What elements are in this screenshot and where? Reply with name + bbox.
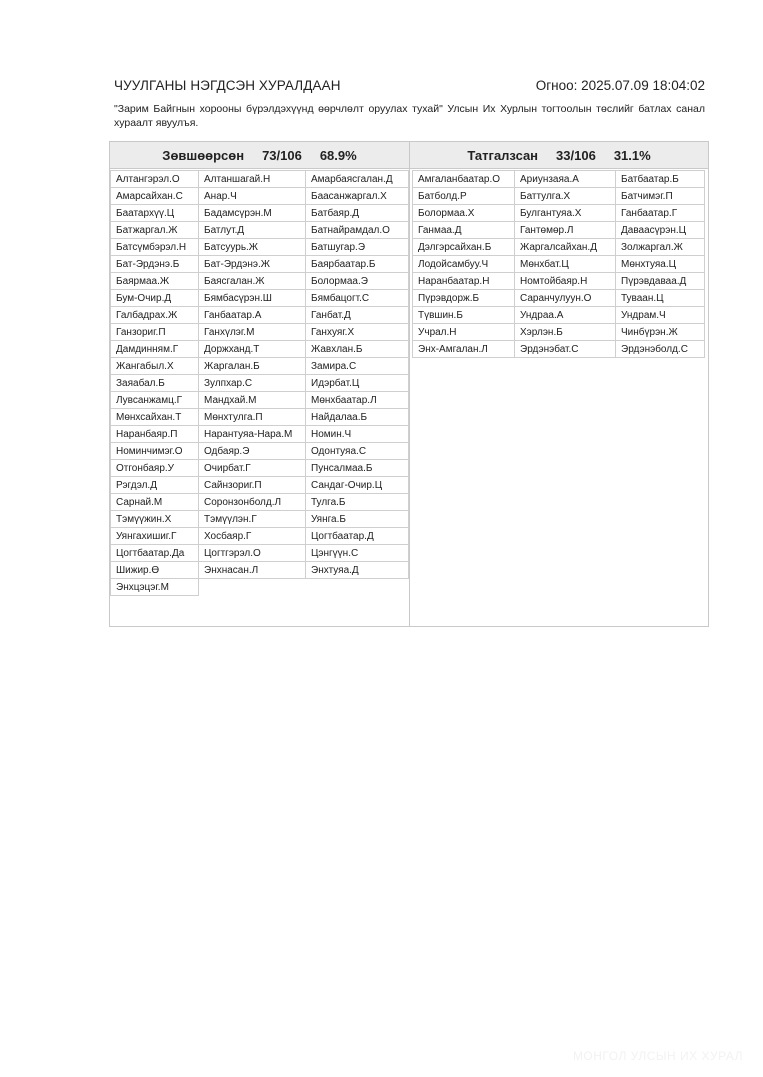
approved-panel bbox=[109, 141, 410, 627]
approved-member-cell: Ганхуяг.Х bbox=[305, 323, 409, 341]
page-header bbox=[114, 78, 705, 98]
approved-member-cell: Тулга.Б bbox=[305, 493, 409, 511]
approved-member-cell: Цогтбаатар.Да bbox=[110, 544, 199, 562]
rejected-member-cell: Болормаа.Х bbox=[412, 204, 515, 222]
rejected-member-cell: Даваасүрэн.Ц bbox=[615, 221, 705, 239]
rejected-header bbox=[410, 142, 708, 169]
approved-member-cell: Энхтуяа.Д bbox=[305, 561, 409, 579]
rejected-member-cell: Ундраа.А bbox=[514, 306, 616, 324]
approved-member-cell: Замира.С bbox=[305, 357, 409, 375]
approved-member-cell: Баасанжаргал.Х bbox=[305, 187, 409, 205]
approved-member-cell: Болормаа.Э bbox=[305, 272, 409, 290]
approved-member-cell: Хосбаяр.Г bbox=[198, 527, 306, 545]
rejected-label: Татгалзсан bbox=[467, 147, 539, 163]
approved-member-cell: Номинчимэг.О bbox=[110, 442, 199, 460]
approved-member-cell: Цогтбаатар.Д bbox=[305, 527, 409, 545]
rejected-member-cell: Мөнхбат.Ц bbox=[514, 255, 616, 273]
approved-count: 73/106 bbox=[262, 147, 302, 163]
rejected-member-cell: Учрал.Н bbox=[412, 323, 515, 341]
approved-member-cell: Дамдинням.Г bbox=[110, 340, 199, 358]
approved-member-cell: Ганхүлэг.М bbox=[198, 323, 306, 341]
approved-member-cell: Мөнхтулга.П bbox=[198, 408, 306, 426]
approved-member-cell: Нарантуяа-Нара.М bbox=[198, 425, 306, 443]
approved-label: Зөвшөөрсөн bbox=[162, 147, 245, 163]
approved-member-cell: Очирбат.Г bbox=[198, 459, 306, 477]
rejected-member-cell: Золжаргал.Ж bbox=[615, 238, 705, 256]
approved-member-cell: Алтаншагай.Н bbox=[198, 170, 306, 188]
approved-member-cell: Баярбаатар.Б bbox=[305, 255, 409, 273]
approved-member-cell: Баярмаа.Ж bbox=[110, 272, 199, 290]
approved-member-cell: Одбаяр.Э bbox=[198, 442, 306, 460]
vote-description: "Зарим Байгнын хорооны бүрэлдэхүүнд өөрчлөлт оруулах тухай" Улсын Их Хурлын тогтоолын төслийг батлах санал хураалт явуулъя. bbox=[114, 103, 705, 129]
approved-member-cell: Цэнгүүн.С bbox=[305, 544, 409, 562]
approved-member-cell: Ганбат.Д bbox=[305, 306, 409, 324]
approved-member-cell: Мөнхбаатар.Л bbox=[305, 391, 409, 409]
approved-member-cell: Цогтгэрэл.О bbox=[198, 544, 306, 562]
approved-member-cell: Соронзонболд.Л bbox=[198, 493, 306, 511]
approved-member-cell: Доржханд.Т bbox=[198, 340, 306, 358]
approved-member-cell: Бадамсүрэн.М bbox=[198, 204, 306, 222]
approved-member-cell: Идэрбат.Ц bbox=[305, 374, 409, 392]
vote-date: Огноо: 2025.07.09 18:04:02 bbox=[535, 78, 705, 93]
rejected-member-cell: Пүрэвдорж.Б bbox=[412, 289, 515, 307]
approved-member-cell: Баатархүү.Ц bbox=[110, 204, 199, 222]
approved-member-cell: Батнайрамдал.О bbox=[305, 221, 409, 239]
approved-member-cell: Одонтуяа.С bbox=[305, 442, 409, 460]
approved-member-cell: Батсуурь.Ж bbox=[198, 238, 306, 256]
rejected-member-cell: Саранчулуун.О bbox=[514, 289, 616, 307]
rejected-member-cell: Ганбаатар.Г bbox=[615, 204, 705, 222]
approved-member-cell: Пунсалмаа.Б bbox=[305, 459, 409, 477]
approved-member-cell: Жаргалан.Б bbox=[198, 357, 306, 375]
approved-header bbox=[110, 142, 409, 169]
rejected-member-cell: Чинбүрэн.Ж bbox=[615, 323, 705, 341]
rejected-member-cell: Амгаланбаатар.О bbox=[412, 170, 515, 188]
approved-member-cell: Анар.Ч bbox=[198, 187, 306, 205]
approved-member-cell: Батбаяр.Д bbox=[305, 204, 409, 222]
approved-member-cell: Амарсайхан.С bbox=[110, 187, 199, 205]
rejected-member-cell: Дэлгэрсайхан.Б bbox=[412, 238, 515, 256]
rejected-member-cell: Номтойбаяр.Н bbox=[514, 272, 616, 290]
approved-member-cell: Лувсанжамц.Г bbox=[110, 391, 199, 409]
rejected-member-cell: Эрдэнэбат.С bbox=[514, 340, 616, 358]
rejected-member-cell: Ганмаа.Д bbox=[412, 221, 515, 239]
approved-member-cell: Батсүмбэрэл.Н bbox=[110, 238, 199, 256]
approved-member-cell: Баясгалан.Ж bbox=[198, 272, 306, 290]
approved-member-cell: Бат-Эрдэнэ.Ж bbox=[198, 255, 306, 273]
rejected-member-cell: Түвшин.Б bbox=[412, 306, 515, 324]
rejected-member-cell: Ариунзаяа.А bbox=[514, 170, 616, 188]
approved-member-cell: Сайнзориг.П bbox=[198, 476, 306, 494]
approved-member-cell: Бат-Эрдэнэ.Б bbox=[110, 255, 199, 273]
approved-member-cell: Найдалаа.Б bbox=[305, 408, 409, 426]
rejected-member-cell: Гантөмөр.Л bbox=[514, 221, 616, 239]
approved-member-cell: Шижир.Ө bbox=[110, 561, 199, 579]
rejected-member-cell: Жаргалсайхан.Д bbox=[514, 238, 616, 256]
rejected-member-cell: Батболд.Р bbox=[412, 187, 515, 205]
approved-member-cell: Жангабыл.Х bbox=[110, 357, 199, 375]
approved-member-cell: Энхцэцэг.М bbox=[110, 578, 199, 596]
approved-member-cell: Сандаг-Очир.Ц bbox=[305, 476, 409, 494]
approved-member-cell: Зулпхар.С bbox=[198, 374, 306, 392]
approved-member-cell: Амарбаясгалан.Д bbox=[305, 170, 409, 188]
approved-member-cell: Алтангэрэл.О bbox=[110, 170, 199, 188]
approved-member-cell: Ганбаатар.А bbox=[198, 306, 306, 324]
rejected-member-cell: Хэрлэн.Б bbox=[514, 323, 616, 341]
rejected-percent: 31.1% bbox=[613, 147, 651, 163]
session-title: ЧУУЛГАНЫ НЭГДСЭН ХУРАЛДААН bbox=[114, 78, 341, 93]
rejected-member-cell: Эрдэнэболд.С bbox=[615, 340, 705, 358]
approved-member-cell: Заяабал.Б bbox=[110, 374, 199, 392]
approved-member-cell: Ганзориг.П bbox=[110, 323, 199, 341]
approved-member-cell: Галбадрах.Ж bbox=[110, 306, 199, 324]
approved-member-cell: Жавхлан.Б bbox=[305, 340, 409, 358]
approved-member-cell: Номин.Ч bbox=[305, 425, 409, 443]
approved-member-cell: Сарнай.М bbox=[110, 493, 199, 511]
rejected-member-cell: Туваан.Ц bbox=[615, 289, 705, 307]
rejected-names-table bbox=[412, 170, 705, 358]
approved-member-cell: Бямбацогт.С bbox=[305, 289, 409, 307]
rejected-member-cell: Батчимэг.П bbox=[615, 187, 705, 205]
rejected-member-cell: Ундрам.Ч bbox=[615, 306, 705, 324]
approved-member-cell: Тэмүүлэн.Г bbox=[198, 510, 306, 528]
approved-member-cell: Батлут.Д bbox=[198, 221, 306, 239]
approved-member-cell: Мандхай.М bbox=[198, 391, 306, 409]
approved-member-cell: Уянга.Б bbox=[305, 510, 409, 528]
approved-member-cell: Наранбаяр.П bbox=[110, 425, 199, 443]
approved-member-cell: Энхнасан.Л bbox=[198, 561, 306, 579]
approved-member-cell: Батжаргал.Ж bbox=[110, 221, 199, 239]
rejected-member-cell: Пүрэвдаваа.Д bbox=[615, 272, 705, 290]
approved-member-cell: Бум-Очир.Д bbox=[110, 289, 199, 307]
approved-member-cell: Рэгдэл.Д bbox=[110, 476, 199, 494]
approved-member-cell: Батшугар.Э bbox=[305, 238, 409, 256]
rejected-member-cell: Мөнхтуяа.Ц bbox=[615, 255, 705, 273]
rejected-member-cell: Лодойсамбуу.Ч bbox=[412, 255, 515, 273]
rejected-panel bbox=[409, 141, 709, 627]
rejected-member-cell: Батбаатар.Б bbox=[615, 170, 705, 188]
approved-member-cell: Уянгахишиг.Г bbox=[110, 527, 199, 545]
rejected-member-cell: Булгантуяа.Х bbox=[514, 204, 616, 222]
rejected-member-cell: Энх-Амгалан.Л bbox=[412, 340, 515, 358]
approved-member-cell: Бямбасүрэн.Ш bbox=[198, 289, 306, 307]
approved-member-cell: Мөнхсайхан.Т bbox=[110, 408, 199, 426]
rejected-member-cell: Наранбаатар.Н bbox=[412, 272, 515, 290]
approved-member-cell: Отгонбаяр.У bbox=[110, 459, 199, 477]
rejected-member-cell: Баттулга.Х bbox=[514, 187, 616, 205]
watermark: МОНГОЛ УЛСЫН ИХ ХУРАЛ bbox=[572, 1049, 743, 1063]
approved-names-table bbox=[110, 170, 409, 596]
approved-member-cell: Тэмүүжин.Х bbox=[110, 510, 199, 528]
approved-percent: 68.9% bbox=[319, 147, 357, 163]
rejected-count: 33/106 bbox=[556, 147, 596, 163]
